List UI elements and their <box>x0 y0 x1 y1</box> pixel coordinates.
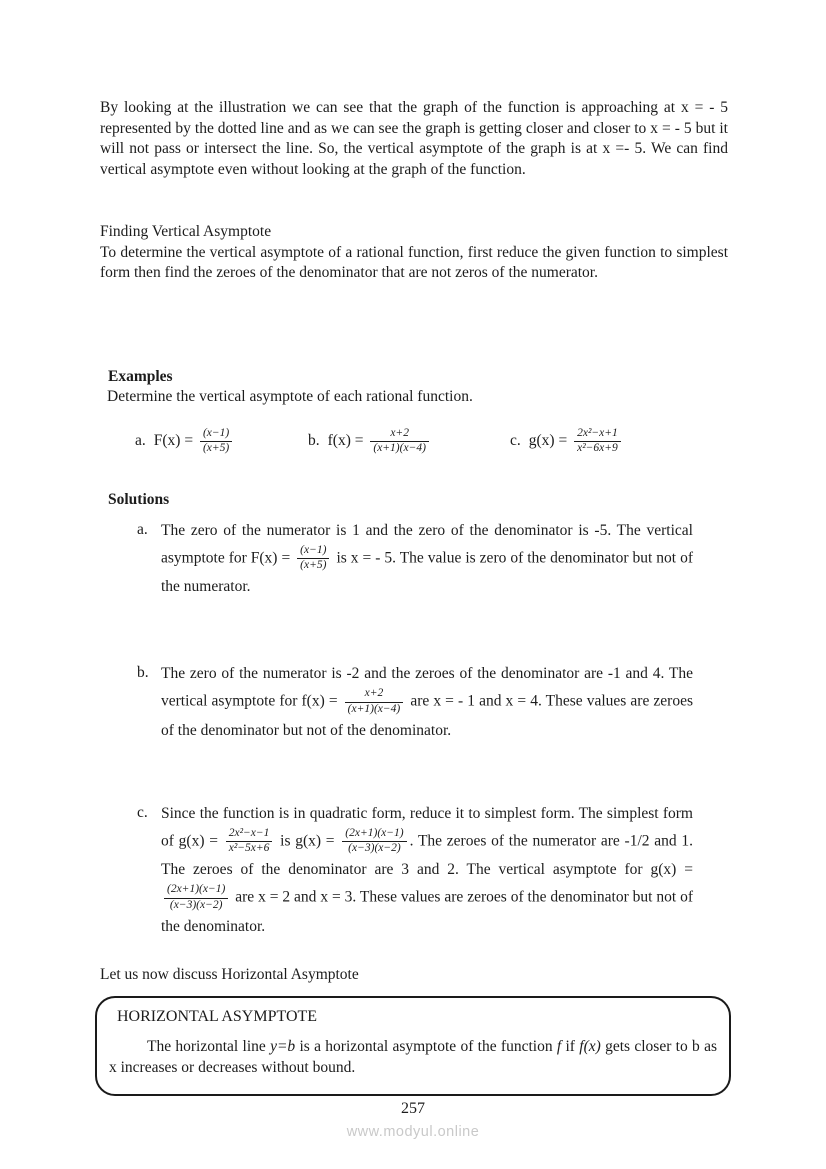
fraction: $\frac{(x-1)}{(x+5)}$ <box>297 544 329 574</box>
example-label: c. <box>510 431 521 449</box>
fraction: $\frac{\text{2x²−x−1}}{\text{x²−5x+6}}$ <box>226 827 273 857</box>
example-expression: g(x) = $\frac{\text{2x²−x+1}}{\text{x²−6x+9}}$ <box>529 432 624 449</box>
watermark: www.modyul.online <box>346 1124 480 1140</box>
solution-text: The zero of the numerator is -2 and the zeroes of the denominator are -1 and 4. The vertical asymptote for f(x) = $\frac{x+2}{(x+1)(x-4)}$ are x = - 1 and x = 4. These values are zeroes of the denominator but not of the denominator. <box>161 665 694 739</box>
solution-label: c. <box>137 803 148 821</box>
example-expression: F(x) = $\frac{(x-1)}{(x+5)}$ <box>154 432 235 449</box>
finding-paragraph: To determine the vertical asymptote of a rational function, first reduce the given function to simplest form then find the zeroes of the denominator that are not zeros of the numerator. <box>100 243 728 281</box>
examples-row <box>100 423 728 467</box>
fraction: $\frac{x+2}{(x+1)(x-4)}$ <box>370 427 429 457</box>
page-content <box>100 98 728 1096</box>
example-item-a <box>135 427 235 457</box>
finding-heading: Finding Vertical Asymptote <box>100 223 272 240</box>
intro-paragraph: By looking at the illustration we can see that the graph of the function is approaching at x = - 5 represented by the dotted line and as we can see the graph is getting closer and closer to x = - 5 but it will not pass or intersect the line. So, the vertical asymptote of the graph is at x =- 5. We can find vertical asymptote even without looking at the graph of the function. <box>100 99 728 178</box>
example-label: a. <box>135 431 146 449</box>
example-item-c <box>510 427 624 457</box>
examples-prompt: Determine the vertical asymptote of each rational function. <box>107 387 473 405</box>
solution-text: Since the function is in quadratic form, reduce it to simplest form. The simplest form of g(x) = $\frac{\text{2x²−x−1}}{\text{x²−5x+6}}$ is g(x) = $\frac{(2x+1)(x-1)}{(x-3)(x-2)}$ . The zeroes of the numerator are -1/2 and 1. The zeroes of the denominator are 3 and 2. The vertical asymptote for g(x) = $\frac{(2x+1)(x-1)}{(x-3)(x-2)}$ are x = 2 and x = 3. These values are zeroes of the denominator but not of the denominator. <box>161 804 694 935</box>
fraction: $\frac{(2x+1)(x-1)}{(x-3)(x-2)}$ <box>342 827 406 857</box>
solution-text: The zero of the numerator is 1 and the zero of the denominator is -5. The vertical asymptote for F(x) = $\frac{(x-1)}{(x+5)}$ is x = - 5. The value is zero of the denominator but not of the numerator. <box>161 521 693 596</box>
solution-item-a <box>137 517 693 601</box>
solution-item-c <box>137 800 693 940</box>
solutions-heading: Solutions <box>108 490 170 508</box>
fraction: $\frac{\text{2x²−x+1}}{\text{x²−6x+9}}$ <box>574 427 621 457</box>
example-label: b. <box>308 431 320 449</box>
solution-label: b. <box>137 664 149 682</box>
solution-item-b <box>137 660 693 744</box>
fraction: $\frac{(x-1)}{(x+5)}$ <box>200 427 232 457</box>
transition-text: Let us now discuss Horizontal Asymptote <box>100 965 359 983</box>
solution-label: a. <box>137 520 148 538</box>
fraction: $\frac{x+2}{(x+1)(x-4)}$ <box>345 687 404 717</box>
examples-heading: Examples <box>108 367 173 385</box>
example-expression: f(x) = $\frac{x+2}{(x+1)(x-4)}$ <box>328 432 432 449</box>
fraction: $\frac{(2x+1)(x-1)}{(x-3)(x-2)}$ <box>164 883 228 913</box>
box-title: HORIZONTAL ASYMPTOTE <box>117 1007 318 1025</box>
example-item-b <box>308 427 432 457</box>
horizontal-asymptote-box <box>95 996 731 1096</box>
box-paragraph: The horizontal line y=b is a horizontal asymptote of the function f if f(x) gets closer to b as x increases or decreases without bound. <box>109 1037 717 1076</box>
page-number: 257 <box>401 1100 425 1117</box>
finding-section <box>100 222 728 284</box>
